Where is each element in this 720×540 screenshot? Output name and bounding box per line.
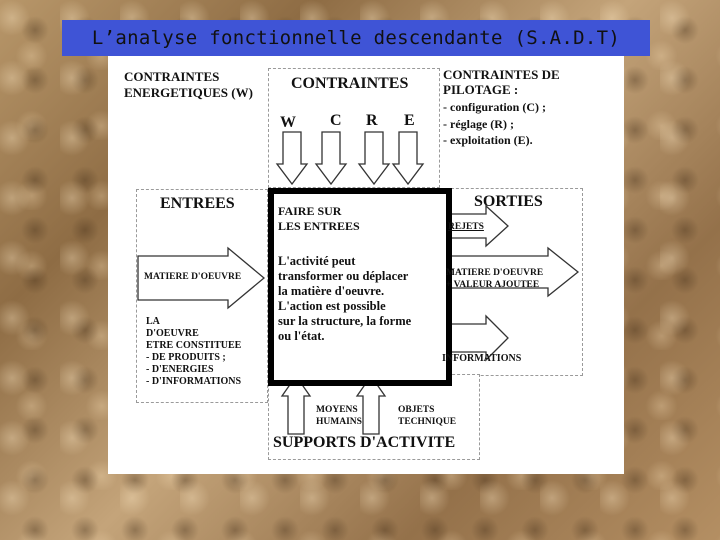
input-note-line6: - D'INFORMATIONS: [146, 376, 242, 387]
product-label-line1: MATIERE D'OEUVRE: [446, 268, 544, 278]
activity-body-line2: transformer ou déplacer: [278, 269, 409, 283]
input-note-line5: - D'ENERGIES: [146, 364, 214, 375]
activity-heading-line1: FAIRE SUR: [278, 204, 342, 218]
support-tech-line1: OBJETS: [398, 405, 435, 415]
input-note-line2: D'OEUVRE: [146, 328, 199, 339]
pilot-item-reglage: - réglage (R) ;: [443, 117, 514, 131]
support-human-line1: MOYENS: [316, 405, 358, 415]
slide-title: L’analyse fonctionnelle descendante (S.A.D.T): [62, 20, 650, 56]
activity-body-line3: la matière d'oeuvre.: [278, 284, 385, 298]
energy-constraints-line1: CONTRAINTES: [124, 69, 220, 84]
support-human-line2: HUMAINS: [316, 417, 362, 427]
w-arrow-icon: [277, 132, 307, 184]
support-tech-line2: TECHNIQUE: [398, 417, 457, 427]
supports-title: SUPPORTS D'ACTIVITE: [273, 434, 456, 451]
input-note-line1: LA: [146, 316, 160, 327]
input-note-line3: ETRE CONSTITUEE: [146, 340, 242, 351]
product-label-line2: + VALEUR AJOUTEE: [446, 280, 540, 290]
rejects-label: REJETS: [448, 222, 484, 232]
inputs-title: ENTREES: [160, 195, 235, 212]
sadt-diagram: [108, 56, 624, 474]
constraint-w-label: W: [280, 114, 296, 131]
activity-body-line1: L'activité peut: [278, 254, 356, 268]
constraint-e-label: E: [404, 112, 415, 129]
energy-constraints-line2: ENERGETIQUES (W): [124, 85, 253, 100]
activity-body-line5: sur la structure, la forme: [278, 314, 412, 328]
constraint-c-label: C: [330, 112, 342, 129]
activity-heading-line2: LES ENTREES: [278, 219, 360, 233]
information-label: INFORMATIONS: [442, 353, 522, 364]
e-arrow-icon: [393, 132, 423, 184]
c-arrow-icon: [316, 132, 346, 184]
input-arrow-label: MATIERE D'OEUVRE: [144, 272, 242, 282]
pilot-item-exploitation: - exploitation (E).: [443, 133, 533, 147]
pilot-constraints-line2: PILOTAGE :: [443, 82, 519, 97]
constraints-title: CONTRAINTES: [291, 75, 409, 92]
pilot-constraints-line1: CONTRAINTES DE: [443, 67, 560, 82]
pilot-item-configuration: - configuration (C) ;: [443, 100, 546, 114]
activity-body-line6: ou l'état.: [278, 329, 325, 343]
input-note-line4: - DE PRODUITS ;: [146, 352, 226, 363]
outputs-title: SORTIES: [474, 193, 543, 210]
constraint-r-label: R: [366, 112, 378, 129]
activity-body-line4: L'action est possible: [278, 299, 386, 313]
r-arrow-icon: [359, 132, 389, 184]
activity-box: [268, 188, 452, 386]
